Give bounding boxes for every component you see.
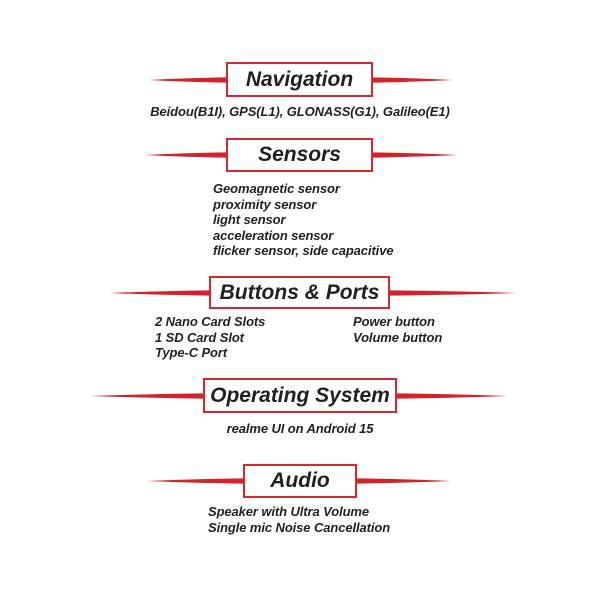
section-title: Buttons & Ports (219, 280, 380, 304)
red-divider-left (147, 476, 243, 486)
red-divider-right (390, 288, 517, 298)
operating-system-caption: realme UI on Android 15 (226, 421, 374, 436)
ports-list-item: 2 Nano Card Slots (155, 314, 266, 329)
section-header-navigation (148, 62, 453, 97)
red-divider-right (373, 150, 458, 160)
section-title: Audio (270, 469, 330, 492)
sensor-list-item: proximity sensor (213, 196, 317, 212)
red-divider-left (148, 75, 226, 85)
section-title-box-audio (243, 464, 357, 498)
ports-list-item: 1 SD Card Slot (155, 329, 244, 345)
red-divider-left (90, 391, 203, 401)
section-header-audio (147, 464, 451, 498)
red-divider-left (109, 288, 209, 298)
buttons-ports-left-column (155, 314, 265, 361)
audio-list (208, 504, 390, 536)
ports-list-item: Type-C Port (155, 345, 228, 360)
red-divider-right (357, 476, 451, 486)
section-title: Navigation (245, 67, 354, 91)
sensor-list-item: light sensor (213, 212, 286, 227)
buttons-ports-right-column (353, 314, 442, 345)
red-divider-right (373, 75, 453, 85)
buttons-list-item: Volume button (353, 329, 443, 345)
red-divider-left (144, 150, 226, 160)
section-title: Sensors (258, 143, 341, 166)
section-title-box-sensors (226, 138, 373, 172)
audio-list-item: Speaker with Ultra Volume (208, 504, 370, 519)
section-title-box-buttons-ports (209, 276, 390, 309)
red-divider-right (397, 391, 508, 401)
section-title-box-navigation (226, 62, 373, 97)
section-header-buttons-ports (109, 276, 517, 309)
section-header-sensors (144, 138, 458, 172)
sensors-list (213, 181, 393, 259)
sensor-list-item: flicker sensor, side capacitive (213, 243, 394, 258)
sensor-list-item: Geomagnetic sensor (213, 181, 340, 196)
section-title: Operating System (210, 383, 390, 407)
section-header-operating-system (90, 378, 508, 413)
sensor-list-item: acceleration sensor (213, 227, 334, 243)
navigation-caption: Beidou(B1I), GPS(L1), GLONASS(G1), Galileo(E1) (150, 104, 450, 119)
audio-list-item: Single mic Noise Cancellation (208, 520, 391, 535)
section-title-box-operating-system (203, 378, 397, 413)
buttons-list-item: Power button (353, 314, 435, 329)
